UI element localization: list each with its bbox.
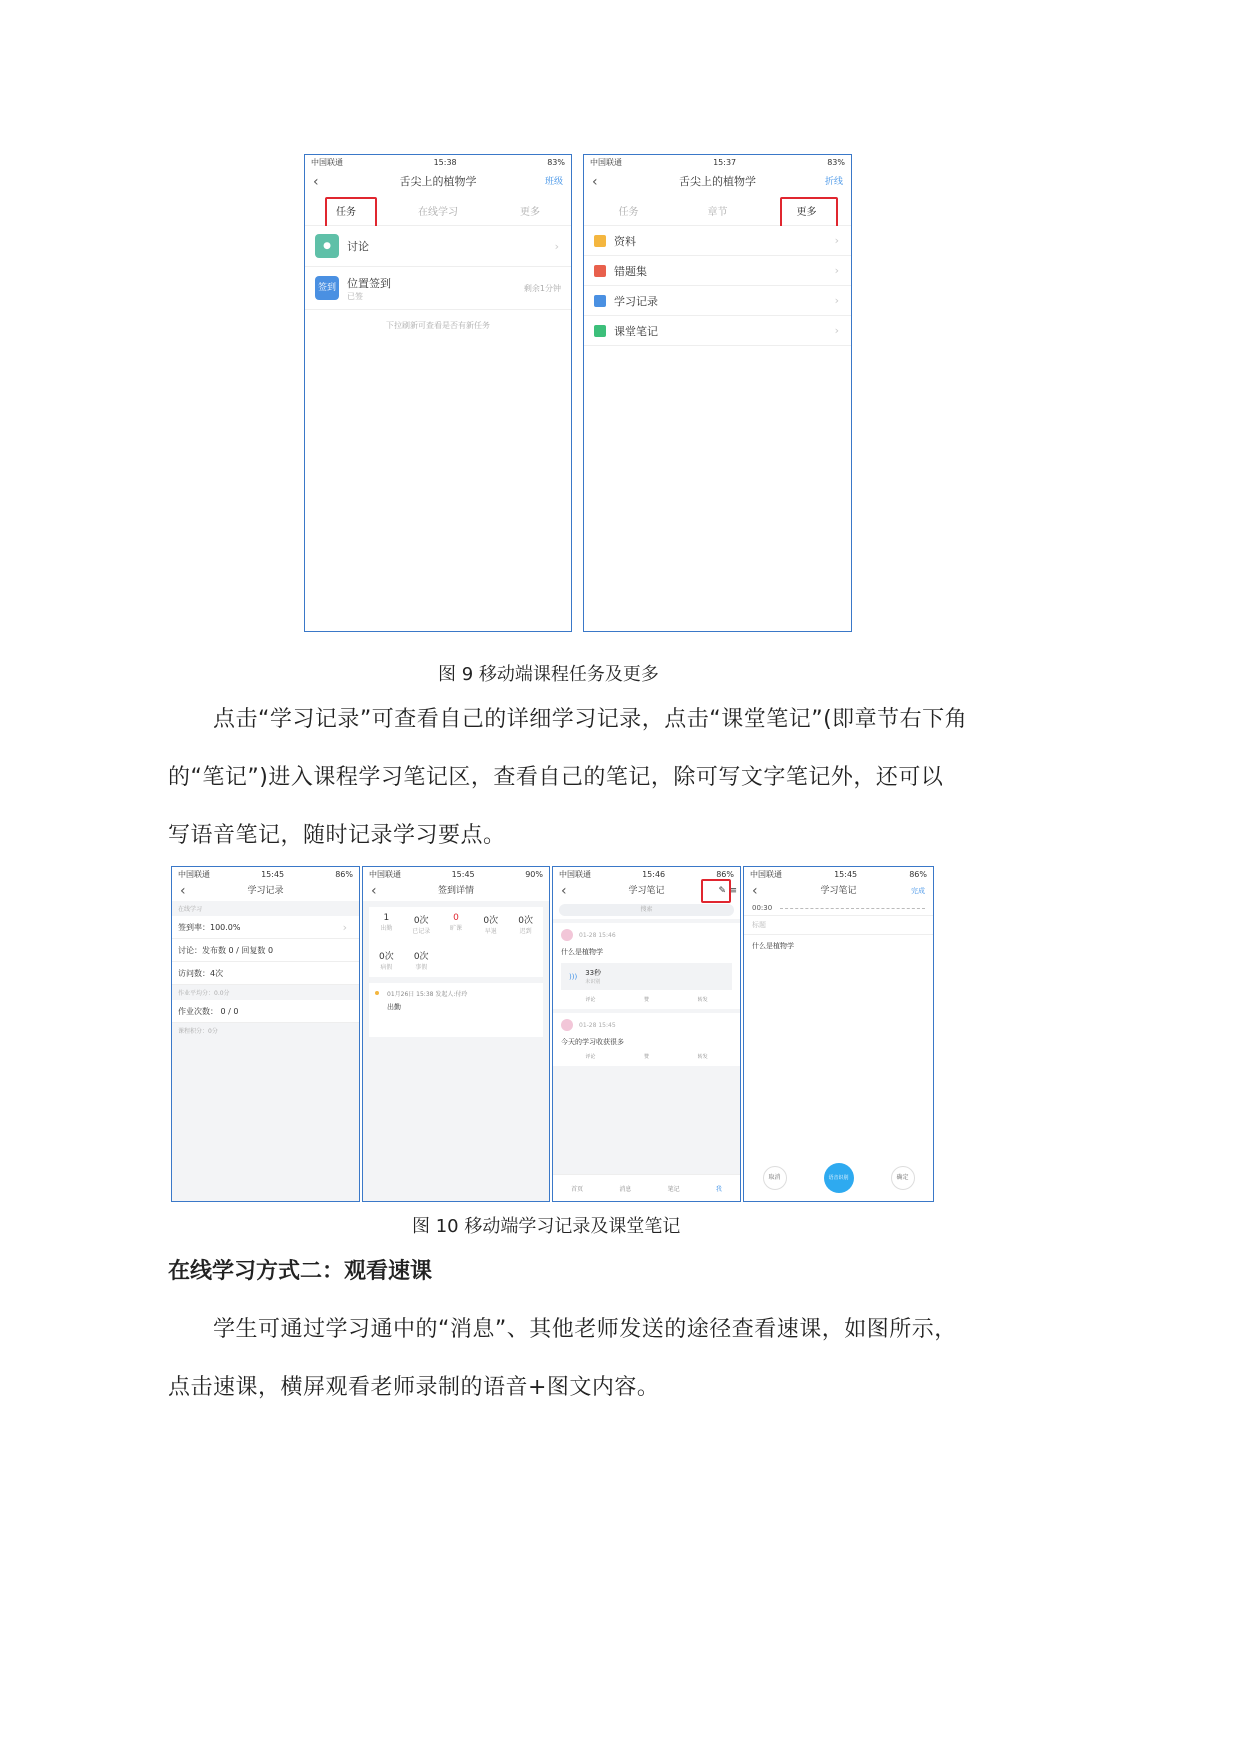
battery: 86% — [716, 869, 734, 879]
recording-timer: 00:30 — [752, 904, 773, 912]
bottom-tab-bar — [553, 1174, 740, 1201]
back-icon[interactable]: ‹ — [752, 883, 758, 899]
share-button[interactable]: 转发 — [697, 997, 708, 1003]
chevron-right-icon: › — [834, 324, 839, 337]
post-date: 01-28 15:45 — [579, 1021, 616, 1029]
stat-item: 0次 事假 — [413, 952, 429, 971]
more-item-class-notes[interactable] — [584, 316, 851, 346]
tab-home[interactable]: 首页 — [571, 1185, 584, 1193]
stat-item: 0次 病假 — [379, 952, 394, 971]
edit-icon[interactable]: ✎ — [718, 886, 726, 896]
fig10-notes-list-screenshot — [552, 866, 741, 1202]
carrier: 中国联通 — [178, 869, 210, 879]
more-item-study-record[interactable] — [584, 286, 851, 316]
clock: 15:46 — [642, 869, 666, 879]
record-icon — [594, 295, 606, 307]
status-bar — [584, 155, 851, 169]
tab-notes[interactable]: 笔记 — [667, 1185, 680, 1193]
stat-item: 1 出勤 — [380, 913, 393, 932]
note-icon — [594, 325, 606, 337]
refresh-hint: 下拉刷新可查看是否有新任务 — [386, 321, 490, 330]
attendance-row[interactable] — [172, 916, 359, 939]
book-icon — [594, 265, 606, 277]
page-title: 学习记录 — [247, 886, 284, 896]
voice-recognition-button[interactable]: 语音识别 — [824, 1163, 854, 1193]
tab-chapters[interactable]: 章节 — [707, 206, 728, 218]
share-button[interactable]: 转发 — [697, 1054, 708, 1060]
dot-icon — [375, 991, 379, 995]
clock: 15:38 — [433, 157, 457, 167]
back-icon[interactable]: ‹ — [371, 883, 377, 899]
avatar — [561, 929, 573, 941]
battery: 86% — [335, 869, 353, 879]
chevron-right-icon: › — [834, 264, 839, 277]
stat-item: 0次 迟到 — [518, 916, 533, 935]
attendance-rate: 签到率：100.0% — [178, 922, 241, 932]
record-time: 01月26日 15:38 发起人:付玲 — [387, 991, 468, 998]
checkin-badge: 签到 — [315, 276, 339, 300]
clock: 15:37 — [713, 157, 737, 167]
figure-9-caption: 图 9 移动端课程任务及更多 — [438, 664, 659, 685]
clock: 15:45 — [261, 869, 285, 879]
back-icon[interactable]: ‹ — [592, 174, 598, 190]
item-label: 资料 — [614, 234, 636, 248]
carrier: 中国联通 — [590, 157, 622, 167]
comment-button[interactable]: 评论 — [585, 997, 596, 1003]
search-input[interactable]: 搜索 — [559, 904, 734, 916]
post-text: 今天的学习收获很多 — [561, 1038, 624, 1046]
more-item-materials[interactable] — [584, 226, 851, 256]
discussion-count: 讨论：发布数 0 / 回复数 0 — [178, 945, 274, 955]
task-label: 位置签到 — [347, 276, 391, 290]
battery: 83% — [547, 157, 565, 167]
fold-link[interactable]: 折线 — [824, 177, 843, 187]
battery: 90% — [525, 869, 543, 879]
nav-bar — [584, 169, 851, 195]
item-label: 学习记录 — [614, 294, 658, 308]
back-icon[interactable]: ‹ — [180, 883, 186, 899]
status-bar — [305, 155, 571, 169]
menu-icon[interactable]: ≡ — [729, 886, 737, 896]
stat-item: 0次 早退 — [483, 916, 499, 935]
nav-bar — [305, 169, 571, 195]
clock: 15:45 — [834, 869, 858, 879]
page-title: 学习笔记 — [628, 886, 665, 896]
task-item-discussion[interactable] — [305, 226, 571, 267]
nav-bar — [363, 881, 549, 901]
fig9-left-screenshot — [304, 154, 572, 632]
tab-messages[interactable]: 消息 — [619, 1185, 632, 1193]
section-heading: 在线学习方式二：观看速课 — [168, 1259, 433, 1284]
clock: 15:45 — [451, 869, 475, 879]
highlight-box — [325, 197, 377, 229]
tab-tasks[interactable]: 任务 — [618, 206, 639, 218]
audio-wave-icon: ))) — [569, 972, 578, 981]
tab-online[interactable]: 在线学习 — [418, 206, 458, 218]
like-button[interactable]: 赞 — [643, 1054, 649, 1060]
item-label: 错题集 — [614, 264, 647, 278]
fig10-checkin-detail-screenshot — [362, 866, 550, 1202]
note-body[interactable]: 什么是植物学 — [752, 942, 794, 950]
nav-bar — [744, 881, 933, 901]
figure-10-caption: 图 10 移动端学习记录及课堂笔记 — [412, 1216, 681, 1237]
post-actions — [561, 996, 732, 1003]
section-label: 在线学习 — [178, 906, 203, 913]
item-label: 课堂笔记 — [614, 324, 658, 338]
homework-row — [172, 1000, 359, 1023]
homework-count: 作业次数： 0 / 0 — [178, 1006, 239, 1016]
section-label: 作业平均分：0.0分 — [178, 990, 230, 997]
stat-item: 0 旷课 — [449, 913, 462, 932]
tab-me[interactable]: 我 — [715, 1185, 722, 1193]
record-status: 出勤 — [387, 1003, 401, 1011]
tab-more[interactable]: 更多 — [520, 206, 540, 218]
more-item-wrong-questions[interactable] — [584, 256, 851, 286]
folder-icon — [594, 235, 606, 247]
carrier: 中国联通 — [311, 157, 343, 167]
carrier: 中国联通 — [559, 869, 591, 879]
like-button[interactable]: 赞 — [643, 997, 649, 1003]
fig9-right-screenshot — [583, 154, 852, 632]
back-icon[interactable]: ‹ — [313, 174, 319, 190]
post-actions — [561, 1053, 732, 1060]
task-sub: 已签 — [347, 291, 363, 301]
page-title: 签到详情 — [437, 886, 474, 896]
fig10-study-record-screenshot — [171, 866, 360, 1202]
tab-more[interactable]: 更多 — [796, 206, 817, 218]
battery: 83% — [827, 157, 845, 167]
carrier: 中国联通 — [750, 869, 782, 879]
chat-icon: ● — [315, 234, 339, 258]
paragraph-1-line-3: 写语音笔记，随时记录学习要点。 — [168, 823, 506, 848]
search-area — [553, 901, 740, 919]
paragraph-1-line-1: 点击“学习记录”可查看自己的详细学习记录，点击“课堂笔记”(即章节右下角 — [213, 707, 968, 732]
page-title: 舌尖上的植物学 — [399, 175, 477, 188]
recording-bar — [744, 901, 933, 916]
battery: 86% — [909, 869, 927, 879]
highlight-box — [701, 879, 731, 903]
cancel-button[interactable]: 取消 — [763, 1166, 787, 1190]
stats-card — [369, 907, 543, 977]
note-post[interactable] — [553, 923, 740, 1009]
back-icon[interactable]: ‹ — [561, 883, 567, 899]
checkin-record — [369, 983, 543, 1037]
paragraph-2-line-2: 点击速课，横屏观看老师录制的语音+图文内容。 — [168, 1375, 660, 1400]
discussion-row — [172, 939, 359, 962]
waveform-icon — [780, 908, 925, 909]
paragraph-2-line-1: 学生可通过学习通中的“消息”、其他老师发送的途径查看速课，如图所示， — [213, 1317, 957, 1342]
status-bar — [744, 867, 933, 881]
comment-button[interactable]: 评论 — [585, 1054, 596, 1060]
paragraph-1-line-2: 的“笔记”)进入课程学习笔记区，查看自己的笔记，除可写文字笔记外，还可以 — [168, 765, 944, 790]
task-meta: 剩余1分钟 — [523, 283, 561, 293]
page-title: 舌尖上的植物学 — [679, 175, 756, 188]
carrier: 中国联通 — [369, 869, 401, 879]
post-text: 什么是植物学 — [561, 948, 603, 956]
audio-note[interactable] — [561, 963, 732, 990]
section-label: 课程积分：0分 — [178, 1028, 218, 1035]
visit-count: 访问数：4次 — [178, 968, 224, 978]
task-label: 讨论 — [347, 240, 369, 253]
status-bar — [363, 867, 549, 881]
chevron-right-icon: › — [554, 239, 559, 253]
audio-status: 未识别 — [585, 979, 601, 985]
chevron-right-icon: › — [834, 294, 839, 307]
class-link[interactable]: 班级 — [544, 177, 563, 187]
status-bar — [172, 867, 359, 881]
avatar — [561, 1019, 573, 1031]
title-input[interactable]: 标题 — [744, 916, 933, 935]
tab-tasks[interactable]: 任务 — [336, 206, 356, 218]
nav-bar — [172, 881, 359, 901]
chevron-right-icon: › — [834, 234, 839, 247]
post-date: 01-28 15:46 — [579, 931, 616, 939]
done-button[interactable]: 完成 — [911, 887, 925, 895]
audio-duration: 33秒 — [585, 969, 602, 977]
page-title: 学习笔记 — [820, 886, 857, 896]
fig10-note-editor-screenshot — [743, 866, 934, 1202]
visit-row — [172, 962, 359, 985]
task-item-checkin[interactable] — [305, 267, 571, 310]
confirm-button[interactable]: 确定 — [891, 1166, 915, 1190]
stat-item: 0次 已记录 — [412, 916, 431, 935]
note-post[interactable] — [553, 1013, 740, 1066]
editor-controls — [744, 1163, 933, 1193]
chevron-right-icon: › — [342, 920, 347, 934]
